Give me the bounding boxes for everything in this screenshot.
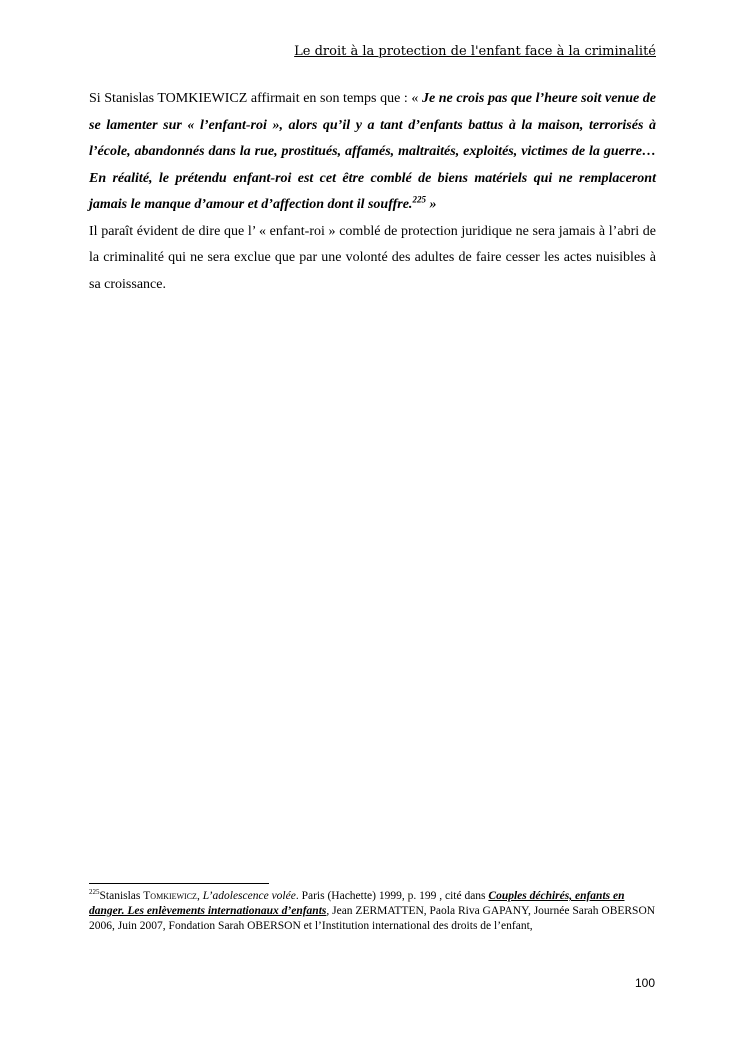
continuation-text: Il paraît évident de dire que l’ « enfant-roi » comblé de protection juridique ne sera jamais à l’abri de la criminalité qui ne sera exclue que par une volonté des adultes de faire cesser les actes nuisibles à sa croissance.: [89, 223, 656, 292]
footnote-cited-work: Couples déchirés, enfants en danger. Les enlèvements internationaux d’enfants: [89, 890, 625, 917]
intro-text: Si Stanislas TOMKIEWICZ affirmait en son temps que : «: [89, 91, 422, 106]
footnote-author-last: Tomkiewicz: [143, 890, 197, 902]
footnote-reference[interactable]: 225: [412, 194, 426, 205]
footnote: [89, 889, 656, 934]
footnote-author-first: Stanislas: [99, 890, 144, 902]
body-paragraph: [89, 86, 656, 298]
footnote-separator-text: ,: [196, 890, 203, 902]
page-number: 100: [634, 976, 655, 990]
footnote-book-title: L’adolescence volée: [202, 890, 296, 902]
tomkiewicz-quote: Je ne crois pas que l’heure soit venue de se lamenter sur « l’enfant-roi », alors qu’il y a tant d’enfants battus à la maison, terrorisés à l’école, abandonnés dans la rue, prostitués, affamés, maltraités, exploités, victimes de la guerre… En réalité, le prétendu enfant-roi est cet être comblé de biens matériels qui ne remplaceront jamais le manque d’amour et d’affection dont il souffre.: [89, 91, 656, 212]
footnote-number: 225: [89, 888, 100, 897]
quote-close: »: [425, 197, 437, 212]
footnote-rest: , Jean ZERMATTEN, Paola Riva GAPANY, Journée Sarah OBERSON 2006, Juin 2007, Fondation Sarah OBERSON et l’Institution international des droits de l’enfant,: [89, 905, 656, 932]
footnote-separator: [89, 883, 269, 884]
running-header: Le droit à la protection de l'enfant face à la criminalité: [294, 44, 656, 59]
footnote-publication: . Paris (Hachette) 1999, p. 199 , cité dans: [295, 890, 489, 902]
